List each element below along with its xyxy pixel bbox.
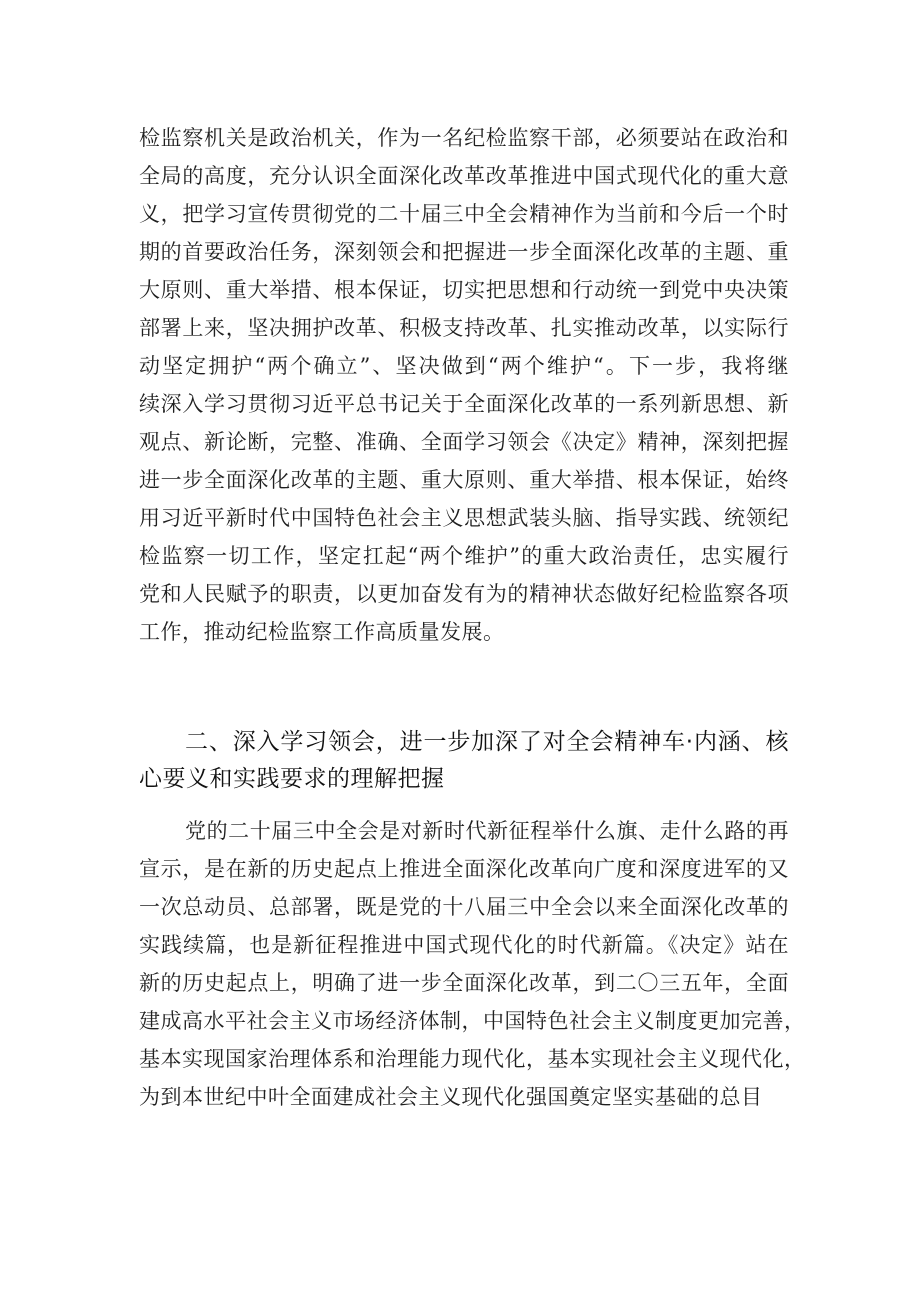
paragraph-1-line: 党和人民赋予的职责，以更加奋发有为的精神状态做好纪检监察各项 bbox=[139, 582, 789, 606]
paragraph-1-line: 用习近平新时代中国特色社会主义思想武装头脑、指导实践、统领纪 bbox=[139, 506, 789, 530]
paragraph-2 bbox=[139, 812, 806, 1116]
paragraph-1-line: 全局的高度，充分认识全面深化改革改革推进中国式现代化的重大意 bbox=[139, 164, 789, 188]
paragraph-2-line: 党的二十届三中全会是对新时代新征程举什么旗、走什么路的再 bbox=[185, 819, 789, 843]
paragraph-1-line: 部署上来，坚决拥护改革、积极支持改革、扎实推动改革，以实际行 bbox=[139, 316, 789, 340]
paragraph-1-line: 义，把学习宣传贯彻党的二十届三中全会精神作为当前和今后一个时 bbox=[139, 202, 789, 226]
paragraph-1-line: 观点、新论断，完整、准确、全面学习领会《决定》精神，深刻把握 bbox=[139, 430, 789, 454]
paragraph-1-line: 检监察一切工作，坚定扛起“两个维护”的重大政治责任，忠实履行 bbox=[139, 544, 789, 568]
paragraph-2-line: 实践续篇，也是新征程推进中国式现代化的时代新篇。《决定》站在 bbox=[139, 933, 789, 957]
paragraph-1-line: 动坚定拥护“两个确立”、坚决做到“两个维护“。下一步，我将继 bbox=[139, 354, 789, 378]
paragraph-1-line: 大原则、重大举措、根本保证，切实把思想和行动统一到党中央决策 bbox=[139, 278, 789, 302]
paragraph-2-line: 为到本世纪中叶全面建成社会主义现代化强国奠定坚实基础的总目 bbox=[139, 1085, 763, 1109]
section-heading bbox=[139, 724, 789, 798]
paragraph-1-line: 工作，推动纪检监察工作高质量发展。 bbox=[139, 620, 505, 644]
section-heading-line: 心要义和实践要求的理解把握 bbox=[139, 766, 445, 792]
paragraph-2-line: 基本实现国家治理体系和治理能力现代化，基本实现社会主义现代化， bbox=[139, 1047, 806, 1071]
paragraph-1-line: 进一步全面深化改革的主题、重大原则、重大举措、根本保证，始终 bbox=[139, 468, 789, 492]
paragraph-2-line: 一次总动员、总部署，既是党的十八届三中全会以来全面深化改革的 bbox=[139, 895, 789, 919]
paragraph-1 bbox=[139, 119, 789, 651]
paragraph-2-line: 新的历史起点上，明确了进一步全面深化改革，到二〇三五年，全面 bbox=[139, 971, 789, 995]
section-heading-line: 二、深入学习领会，进一步加深了对全会精神车·内涵、核 bbox=[185, 729, 789, 755]
paragraph-2-line: 建成高水平社会主义市场经济体制，中国特色社会主义制度更加完善， bbox=[139, 1009, 806, 1033]
paragraph-2-line: 宣示，是在新的历史起点上推进全面深化改革向广度和深度进军的又 bbox=[139, 857, 789, 881]
paragraph-1-line: 检监察机关是政治机关，作为一名纪检监察干部，必须要站在政治和 bbox=[139, 126, 789, 150]
paragraph-1-line: 续深入学习贯彻习近平总书记关于全面深化改革的一系列新思想、新 bbox=[139, 392, 789, 416]
paragraph-1-line: 期的首要政治任务，深刻领会和把握进一步全面深化改革的主题、重 bbox=[139, 240, 789, 264]
